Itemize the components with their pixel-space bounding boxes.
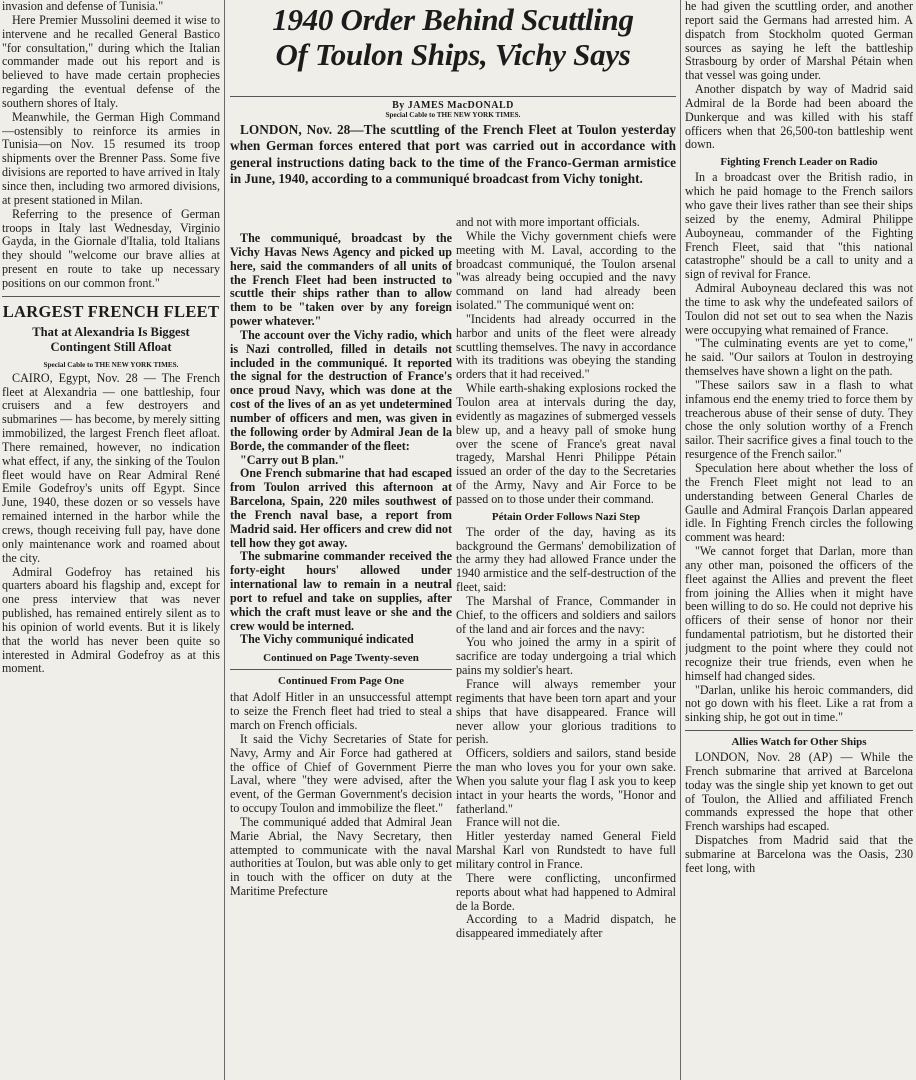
headline-line-2: Of Toulon Ships, Vichy Says	[275, 37, 631, 72]
lead-paragraph: LONDON, Nov. 28—The scuttling of the French Fleet at Toulon yesterday when German forces entered that port was carried out in accordance with general instructions dating back to the time of the Franco-German armistice in June, 1940, according to a communiqué broadcast from Vichy tonight.	[230, 122, 676, 187]
paragraph: It said the Vichy Secretaries of State for Navy, Army and Air Force had gathered at the office of Chief of Government Pierre Laval, where "they were advised, after the event, of the German Government's decision to occupy Toulon and immobilize the fleet."	[230, 731, 452, 816]
paragraph: Admiral Auboyneau declared this was not the time to ask why the undefeated sailors of Toulon did not set out to sea when the Nazis were occupying what remained of France.	[685, 281, 913, 337]
paragraph: he had given the scuttling order, and another report said the Germans had arrested him. A dispatch from Stockholm quoted German sources as saying he left the battleship Strasbourg by order of Marshal Pétain when that vessel was going under.	[685, 0, 913, 83]
paragraph: LONDON, Nov. 28 (AP) — While the French submarine that arrived at Barcelona today was the single ship yet known to get out of Toulon, the Allied and affiliated French commands expressed the hope that other French warships had escaped.	[685, 750, 913, 834]
paragraph: and not with more important officials.	[456, 216, 640, 229]
paragraph: "Carry out B plan."	[240, 452, 345, 467]
subhead: Allies Watch for Other Ships	[731, 736, 867, 749]
paragraph: France will not die.	[466, 815, 561, 830]
paragraph: Officers, soldiers and sailors, stand beside the man who loves you for your own sake. When you salute your flag I ask you to keep intact in your hearts the words, "Honor and fatherland."	[456, 746, 676, 816]
headline-divider	[230, 96, 676, 97]
paragraph: In a broadcast over the British radio, in which he paid homage to the French sailors who gave their lives rather than see their ships seized by the enemy, Admiral Philippe Auboyneau, commander of the Fighting French Fleet, said that "this national catastrophe" should be a call to unity and a sign of revival for France.	[685, 170, 913, 282]
jump-line-continued-from: Continued From Page One	[278, 675, 404, 688]
paragraph: Admiral Godefroy has retained his quarters aboard his flagship and, except for one press interview that was never published, has remained entirely silent as to his opinion of world events. But it is likely that the world has never been quite so interested in Admiral Godefroy as at this moment.	[2, 564, 220, 676]
paragraph: "Darlan, unlike his heroic commanders, did not go down with his fleet. Like a rat from a sinking ship, he got out in time."	[685, 682, 913, 725]
paragraph: invasion and defense of Tunisia."	[2, 0, 164, 13]
paragraph: Referring to the presence of German troops in Italy last Wednesday, Virginio Gayda, in the Giornale d'Italia, told Italians they should "welcome our brave allies at present en route to take up necessary positions on our common front."	[2, 206, 220, 290]
byline-credit: Special Cable to THE NEW YORK TIMES.	[385, 111, 521, 119]
byline: By JAMES MacDONALD	[392, 100, 514, 111]
paragraph: According to a Madrid dispatch, he disappeared immediately after	[456, 912, 676, 941]
paragraph: Hitler yesterday named General Field Marshal Karl von Rundstedt to have full military control in France.	[456, 829, 676, 871]
paragraph: The submarine commander received the forty-eight hours' allowed under international law to remain in a neutral port to refuel and take on supplies, after which the craft must leave or she and the crew would be interned.	[230, 549, 452, 633]
paragraph: Meanwhile, the German High Command—ostensibly to reinforce its armies in Tunisia—on Nov. 15 resumed its troop shipments over the Brenner Pass. Some five divisions are reported to have arrived in Italy since then, including two armored divisions, at present stationed in Milan.	[2, 109, 220, 207]
paragraph: Dispatches from Madrid said that the submarine at Barcelona was the Oasis, 230 feet long, with	[685, 833, 913, 875]
paragraph: that Adolf Hitler in an unsuccessful attempt to seize the French fleet had tried to steal a march on French officials.	[230, 690, 452, 732]
paragraph: France will always remember your regiments that have been torn apart and your ships that have disappeared. France will never allow your glorious traditions to perish.	[456, 677, 676, 747]
column-3	[456, 216, 676, 1080]
subhead: Fighting French Leader on Radio	[720, 156, 878, 169]
paragraph: One French submarine that had escaped from Toulon arrived this afternoon at Barcelona, Spain, 220 miles southwest of the French naval base, a report from Madrid said. Her officers and crew did not tell how they got away.	[230, 466, 452, 550]
paragraph: "We cannot forget that Darlan, more than any other man, poisoned the officers of the fleet against the Allies and prevent the fleet from joining the Allies when it might have been willing to do so. He could not deprive his officers of their sense of honor nor their fundamental patriotism, but he distorted their judgment to the point where they could not recognize their true friends, even when he himself had changed sides.	[685, 544, 913, 683]
subhead: Pétain Order Follows Nazi Step	[491, 510, 641, 523]
paragraph: "Incidents had already occurred in the harbor and units of the fleet were already scuttling themselves. The navy in accordance with its traditions was obeying the standing orders that it had received."	[456, 311, 676, 382]
paragraph: The communiqué, broadcast by the Vichy Havas News Agency and picked up here, said the commanders of all units of the French Fleet had been instructed to scuttle their ships rather than to allow them to be "taken over by any foreign power whatever."	[230, 232, 452, 329]
paragraph: The communiqué added that Admiral Jean Marie Abrial, the Navy Secretary, then attempted to communicate with the naval authorities at Toulon, but was able only to get in touch with the officer on duty at the Maritime Prefecture	[230, 814, 452, 899]
jump-line-continued-on: Continued on Page Twenty-seven	[263, 652, 419, 665]
paragraph: There were conflicting, unconfirmed reports about what had happened to Admiral de la Borde.	[456, 870, 676, 913]
column-rule	[680, 0, 681, 1080]
paragraph: While earth-shaking explosions rocked the Toulon area at intervals during the day, evidently as magazines of submerged vessels blew up, and a heavy pall of smoke hung over the scene of France's great naval tragedy, Marshal Henri Philippe Pétain issued an order of the day to the Secretaries of the Army, Navy and Air Force to be passed on to those under their command.	[456, 381, 676, 506]
paragraph: The Marshal of France, Commander in Chief, to the officers and soldiers and sailors of the land and air forces and the navy:	[456, 593, 676, 636]
paragraph: You who joined the army in a spirit of sacrifice are today undergoing a trial which pains my soldier's heart.	[456, 635, 676, 678]
paragraph: The account over the Vichy radio, which is Nazi controlled, filled in details not included in the communiqué. It reported the signal for the destruction of France's once proud Navy, which was done at the cost of the lives of an as yet undetermined number of officers and men, was given in the following order by Admiral Jean de la Borde, the commander of the fleet:	[230, 327, 452, 453]
column-2	[230, 232, 452, 1080]
paragraph: While the Vichy government chiefs were meeting with M. Laval, according to the broadcast communiqué, the Toulon arsenal "was already being occupied and the navy command on land had already been isolated." The communiqué went on:	[456, 228, 676, 313]
paragraph: The Vichy communiqué indicated	[240, 632, 414, 647]
sidebar-headline: LARGEST FRENCH FLEET	[2, 301, 220, 321]
paragraph: Here Premier Mussolini deemed it wise to intervene and he recalled General Bastico "for consultation," during which the Italian commander made out his report and is believed to have made certain prophecies regarding the eventual defense of the southern shores of Italy.	[2, 12, 220, 110]
section-divider	[685, 730, 913, 731]
paragraph: Another dispatch by way of Madrid said Admiral de la Borde had been aboard the Dunkerque and was killed with his staff officers when that 26,500-ton battleship went down.	[685, 82, 913, 152]
jump-divider	[230, 669, 452, 670]
sidebar-deck: That at Alexandria Is Biggest Contingent Still Afloat	[32, 324, 190, 354]
headline-line-1: 1940 Order Behind Scuttling	[272, 2, 634, 37]
paragraph: The order of the day, having as its background the Germans' demobilization of the army they had allowed France under the 1940 armistice and the self-destruction of the fleet, said:	[456, 524, 676, 595]
column-1	[2, 0, 220, 1080]
paragraph: CAIRO, Egypt, Nov. 28 — The French fleet at Alexandria — one battleship, four cruisers and a few destroyers and submarines — has become, by merely sitting immobilized, the largest French fleet afloat. There remained, however, no indication what effect, if any, the sinking of the Toulon fleet would have on Rear Admiral René Emile Godefroy's units off Egypt. Since June, 1940, these dozen or so vessels have remained interned in the harbor while the crews, though receiving full pay, have done only maintenance work and roamed about the city.	[2, 370, 220, 565]
column-rule	[224, 0, 225, 1080]
paragraph: Speculation here about whether the loss of the French Fleet might not lead to an understanding between General Charles de Gaulle and Admiral François Darlan appeared idle. In Fighting French circles the following comment was heard:	[685, 461, 913, 545]
headline	[228, 2, 678, 72]
section-divider	[2, 296, 220, 297]
column-4	[685, 0, 913, 1080]
sidebar-credit: Special Cable to THE NEW YORK TIMES.	[43, 360, 179, 369]
paragraph: "These sailors saw in a flash to what infamous end the enemy tried to force them by treacherous abuse of their sense of duty. They chose the only solution worthy of a French sailor. Their sacrifice gives a final touch to the resurgence of the French sailor."	[685, 377, 913, 462]
paragraph: "The culminating events are yet to come," he said. "Our sailors at Toulon in destroying themselves have shown a light on the path.	[685, 336, 913, 379]
